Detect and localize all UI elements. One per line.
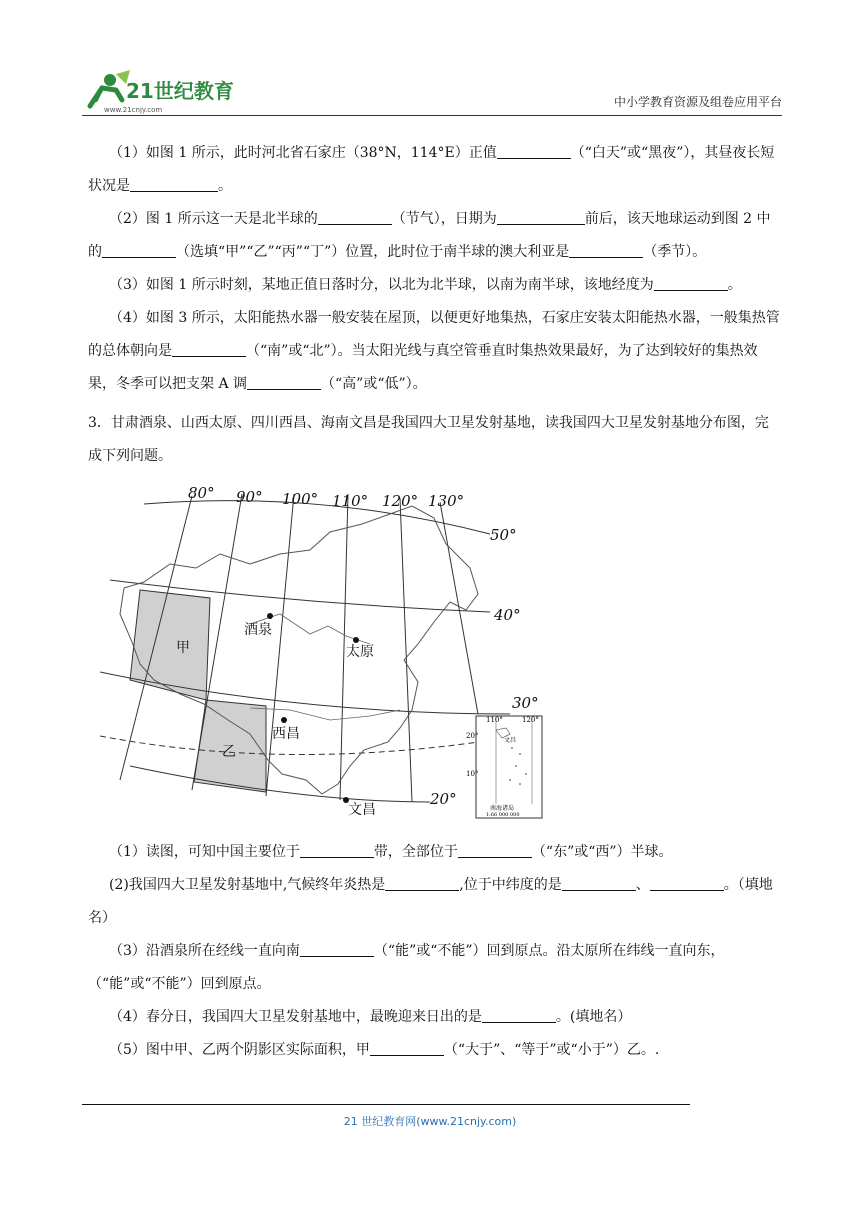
lon-label-130: 130° xyxy=(428,492,465,510)
lat-label-30: 30° xyxy=(512,694,539,712)
q3-item-2: (2)我国四大卫星发射基地中,气候终年炎热是 ,位于中纬度的是 、 。（填地名） xyxy=(88,877,773,926)
svg-text:21世纪教育: 21世纪教育 xyxy=(126,79,234,103)
lon-label-110: 110° xyxy=(332,492,369,510)
svg-text:www.21cnjy.com: www.21cnjy.com xyxy=(104,106,163,114)
city-label-taiyuan: 太原 xyxy=(346,644,374,660)
svg-text:1:66 000 000: 1:66 000 000 xyxy=(486,812,520,818)
answer-blank[interactable] xyxy=(497,210,585,225)
q2-item-1: （1）如图 1 所示，此时河北省石家庄（38°N，114°E）正值 （“白天”或“黑夜”），其昼夜长短状况是 。 xyxy=(88,145,775,194)
runner-icon xyxy=(90,70,130,106)
answer-blank[interactable] xyxy=(300,942,374,957)
answer-blank[interactable] xyxy=(562,876,636,891)
inset-south-china-sea xyxy=(466,716,542,818)
city-dot-xichang xyxy=(281,717,287,723)
city-dot-jiuquan xyxy=(267,613,273,619)
city-label-wenchang: 文昌 xyxy=(348,802,376,818)
header-divider xyxy=(82,115,782,116)
q3-item-1: （1）读图，可知中国主要位于 带，全部位于 （“东”或“西”）半球。 xyxy=(109,844,673,860)
logo xyxy=(82,70,252,116)
answer-blank[interactable] xyxy=(130,177,218,192)
q3-item-5: （5）图中甲、乙两个阴影区实际面积，甲 （“大于”、“等于”或“小于”）乙。. xyxy=(109,1042,660,1058)
lat-label-20: 20° xyxy=(430,790,457,808)
footer-link[interactable]: 21 世纪教育网(www.21cnjy.com) xyxy=(343,1115,517,1128)
lon-label-100: 100° xyxy=(282,490,319,508)
svg-text:文昌: 文昌 xyxy=(504,737,517,744)
q2-block xyxy=(88,137,782,401)
china-launch-sites-map xyxy=(100,484,552,822)
answer-blank[interactable] xyxy=(102,243,176,258)
svg-text:20°: 20° xyxy=(466,732,479,740)
answer-blank[interactable] xyxy=(385,876,459,891)
q3-block xyxy=(88,836,782,1067)
site-name: 中小学教育资源及组卷应用平台 xyxy=(613,95,782,109)
answer-blank[interactable] xyxy=(458,843,532,858)
lat-label-50: 50° xyxy=(490,526,517,544)
city-label-jiuquan: 酒泉 xyxy=(244,622,272,638)
q3-item-3: （3）沿酒泉所在经线一直向南 （“能”或“不能”）回到原点。沿太原所在纬线一直向东，（“能”或“不能”）回到原点。 xyxy=(88,943,725,992)
city-dot-taiyuan xyxy=(353,637,359,643)
footer-divider xyxy=(82,1104,690,1105)
q3-item-4: （4）春分日，我国四大卫星发射基地中，最晚迎来日出的是 。(填地名） xyxy=(109,1009,632,1025)
svg-text:120°: 120° xyxy=(522,716,539,724)
q2-item-4: （4）如图 3 所示，太阳能热水器一般安装在屋顶，以便更好地集热，石家庄安装太阳能热水器，一般集热管的总体朝向是 （“南”或“北”）。当太阳光线与真空管垂直时集热效果最好，为了达到较好的集热效果，冬季可以把支架 A 调 （“高”或“低”）。 xyxy=(88,310,780,392)
answer-blank[interactable] xyxy=(569,243,643,258)
answer-blank[interactable] xyxy=(318,210,392,225)
meridian-120 xyxy=(400,498,412,802)
q3-stem: 3．甘肃酒泉、山西太原、四川西昌、海南文昌是我国四大卫星发射基地，读我国四大卫星发射基地分布图，完成下列问题。 xyxy=(88,415,769,464)
region-jia-shaded xyxy=(130,590,210,700)
q2-item-2: （2）图 1 所示这一天是北半球的 （节气），日期为 前后，该天地球运动到图 2 中的 （选填“甲”“乙”“丙”“丁”）位置，此时位于南半球的澳大利亚是 （季节）。 xyxy=(88,211,771,260)
region-label-jia: 甲 xyxy=(176,640,190,656)
answer-blank[interactable] xyxy=(654,276,728,291)
svg-text:南海诸岛: 南海诸岛 xyxy=(490,805,515,812)
page-header xyxy=(82,70,782,116)
q2-item-3: （3）如图 1 所示时刻，某地正值日落时分，以北为北半球，以南为南半球，该地经度为 。 xyxy=(109,277,742,293)
answer-blank[interactable] xyxy=(482,1008,556,1023)
answer-blank[interactable] xyxy=(247,375,321,390)
answer-blank[interactable] xyxy=(370,1041,444,1056)
q3-intro xyxy=(88,407,782,473)
answer-blank[interactable] xyxy=(172,342,246,357)
answer-blank[interactable] xyxy=(497,144,571,159)
lon-label-120: 120° xyxy=(382,492,419,510)
answer-blank[interactable] xyxy=(300,843,374,858)
meridian-100 xyxy=(266,494,294,796)
lon-label-90: 90° xyxy=(236,488,263,506)
lat-label-40: 40° xyxy=(494,606,521,624)
answer-blank[interactable] xyxy=(650,876,724,891)
lon-label-80: 80° xyxy=(188,484,215,502)
city-label-xichang: 西昌 xyxy=(272,726,300,742)
region-label-yi: 乙 xyxy=(222,744,236,760)
svg-text:10°: 10° xyxy=(466,770,479,778)
svg-text:110°: 110° xyxy=(486,716,503,724)
